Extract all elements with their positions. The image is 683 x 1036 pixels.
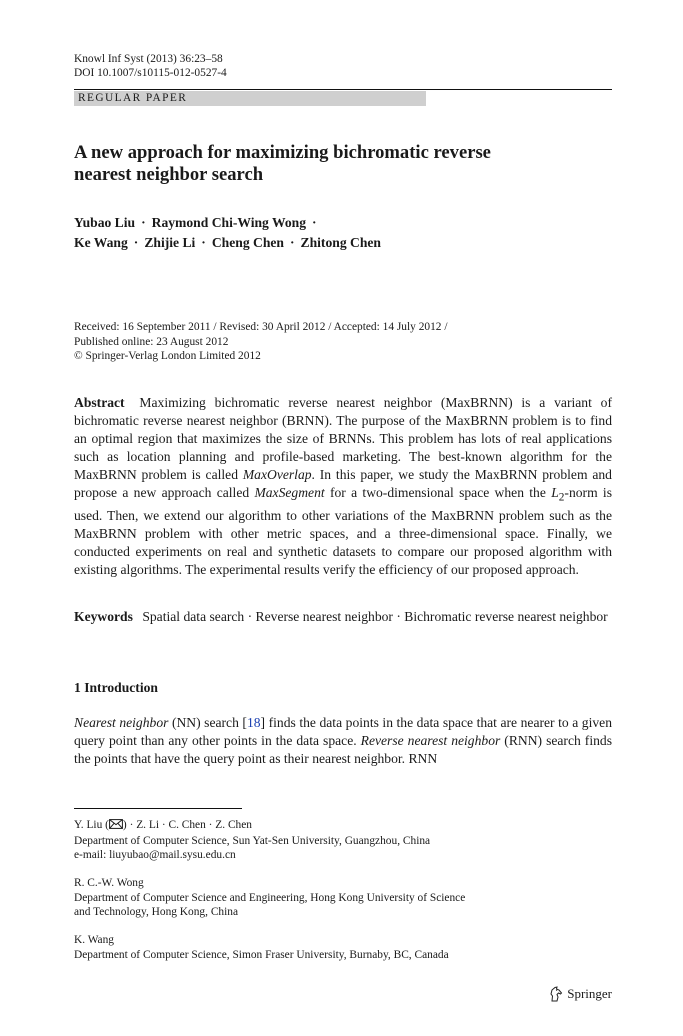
dates-line-1: Received: 16 September 2011 / Revised: 30 April 2012 / Accepted: 14 July 2012 / bbox=[74, 321, 448, 333]
norm-subscript: 2 bbox=[558, 491, 565, 504]
footnote-rule bbox=[74, 808, 242, 809]
affiliation-department: Department of Computer Science and Engineering, Hong Kong University of Science bbox=[74, 891, 466, 904]
intro-text: (NN) search [ bbox=[168, 715, 247, 730]
author-name: Raymond Chi-Wing Wong bbox=[151, 215, 307, 230]
author-list bbox=[74, 213, 612, 253]
affiliation-2 bbox=[74, 876, 612, 920]
publication-dates bbox=[74, 320, 612, 364]
affiliation-email: e-mail: liuyubao@mail.sysu.edu.cn bbox=[74, 849, 236, 861]
author-name: Zhitong Chen bbox=[300, 235, 381, 250]
paper-title bbox=[74, 142, 612, 186]
journal-citation: Knowl Inf Syst (2013) 36:23–58 bbox=[74, 53, 223, 65]
abstract-emphasis: MaxOverlap bbox=[242, 466, 312, 482]
envelope-icon bbox=[109, 819, 123, 834]
copyright-line: © Springer-Verlag London Limited 2012 bbox=[74, 350, 261, 362]
intro-text: ] finds the data points in the data space that are nearer to a given query point than any other points in the data space. bbox=[74, 715, 612, 748]
author-name: Ke Wang bbox=[74, 235, 128, 250]
author-separator: · bbox=[289, 235, 295, 250]
author-name: Yubao Liu bbox=[74, 215, 136, 230]
springer-horse-icon bbox=[549, 986, 563, 1002]
affiliation-department: and Technology, Hong Kong, China bbox=[74, 906, 239, 918]
abstract-section bbox=[74, 394, 612, 579]
abstract-text: -norm is used. Then, we extend our algorithm to other variations of the MaxBRNN problem such as the MaxBRNN problem with other metric spaces, and a three-dimensional space. Finally, we conducted experiments on real and synthetic datasets to compare our proposed algorithm with existing algorithms. The experimental results verify the efficiency of our proposed approach. bbox=[74, 484, 613, 577]
affiliation-names: R. C.-W. Wong bbox=[74, 877, 144, 889]
affiliation-names bbox=[74, 818, 612, 834]
author-separator: · bbox=[201, 235, 206, 250]
keywords-text: Spatial data search · Reverse nearest neighbor · Bichromatic reverse nearest neighbor bbox=[142, 609, 608, 624]
publisher-logo bbox=[549, 986, 612, 1002]
affiliation-names: K. Wang bbox=[74, 934, 114, 946]
title-line-2: nearest neighbor search bbox=[74, 164, 264, 185]
affiliation-names-text: Y. Liu ( bbox=[74, 819, 109, 831]
affiliation-3 bbox=[74, 933, 612, 962]
journal-doi: DOI 10.1007/s10115-012-0527-4 bbox=[74, 67, 227, 79]
abstract-text: . In this paper, we study the MaxBRNN problem and propose a new approach called bbox=[74, 466, 612, 500]
intro-text: (RNN) search finds the points that have the query point as their nearest neighbor. RNN bbox=[74, 732, 612, 766]
keywords-heading: Keywords bbox=[74, 609, 133, 624]
authors-line-1 bbox=[74, 213, 612, 233]
author-separator: · bbox=[141, 215, 146, 230]
header-rule bbox=[74, 89, 612, 90]
abstract-emphasis: MaxSegment bbox=[254, 484, 325, 500]
authors-line-2 bbox=[74, 233, 612, 253]
affiliation-names-text: ) · Z. Li · C. Chen · Z. Chen bbox=[122, 819, 252, 831]
paper-type-label: REGULAR PAPER bbox=[78, 92, 188, 104]
dates-line-2: Published online: 23 August 2012 bbox=[74, 335, 229, 348]
author-separator: · bbox=[133, 235, 139, 250]
affiliation-department: Department of Computer Science, Simon Fraser University, Burnaby, BC, Canada bbox=[74, 948, 449, 961]
citation-link-18[interactable]: 18 bbox=[246, 715, 261, 730]
publisher-name: Springer bbox=[567, 986, 612, 1001]
title-line-1: A new approach for maximizing bichromatic reverse bbox=[74, 142, 491, 163]
intro-emphasis: Reverse nearest neighbor bbox=[360, 732, 501, 748]
author-name: Zhijie Li bbox=[144, 235, 196, 250]
affiliation-1 bbox=[74, 818, 612, 863]
abstract-heading: Abstract bbox=[74, 395, 125, 410]
author-name: Cheng Chen bbox=[211, 235, 284, 250]
intro-emphasis: Nearest neighbor bbox=[74, 715, 169, 730]
abstract-text: Maximizing bichromatic reverse nearest neighbor (MaxBRNN) is a variant of bichromatic reverse nearest neighbor (BRNN). The purpose of the MaxBRNN problem is to find an optimal region that maximizes the size of BRNNs. This problem has lots of real applications such as location planning and profile-based marketing. The best-known algorithm for the MaxBRNN problem is called bbox=[74, 395, 612, 482]
introduction-paragraph bbox=[74, 714, 612, 768]
keywords-section bbox=[74, 608, 612, 626]
section-heading-introduction: 1 Introduction bbox=[74, 680, 158, 695]
abstract-text: for a two-dimensional space when the bbox=[324, 484, 552, 500]
paper-type-band bbox=[74, 91, 426, 106]
affiliation-department: Department of Computer Science, Sun Yat-Sen University, Guangzhou, China bbox=[74, 834, 431, 847]
author-separator: · bbox=[312, 215, 317, 230]
norm-variable: L bbox=[551, 484, 559, 500]
journal-header bbox=[74, 52, 612, 80]
